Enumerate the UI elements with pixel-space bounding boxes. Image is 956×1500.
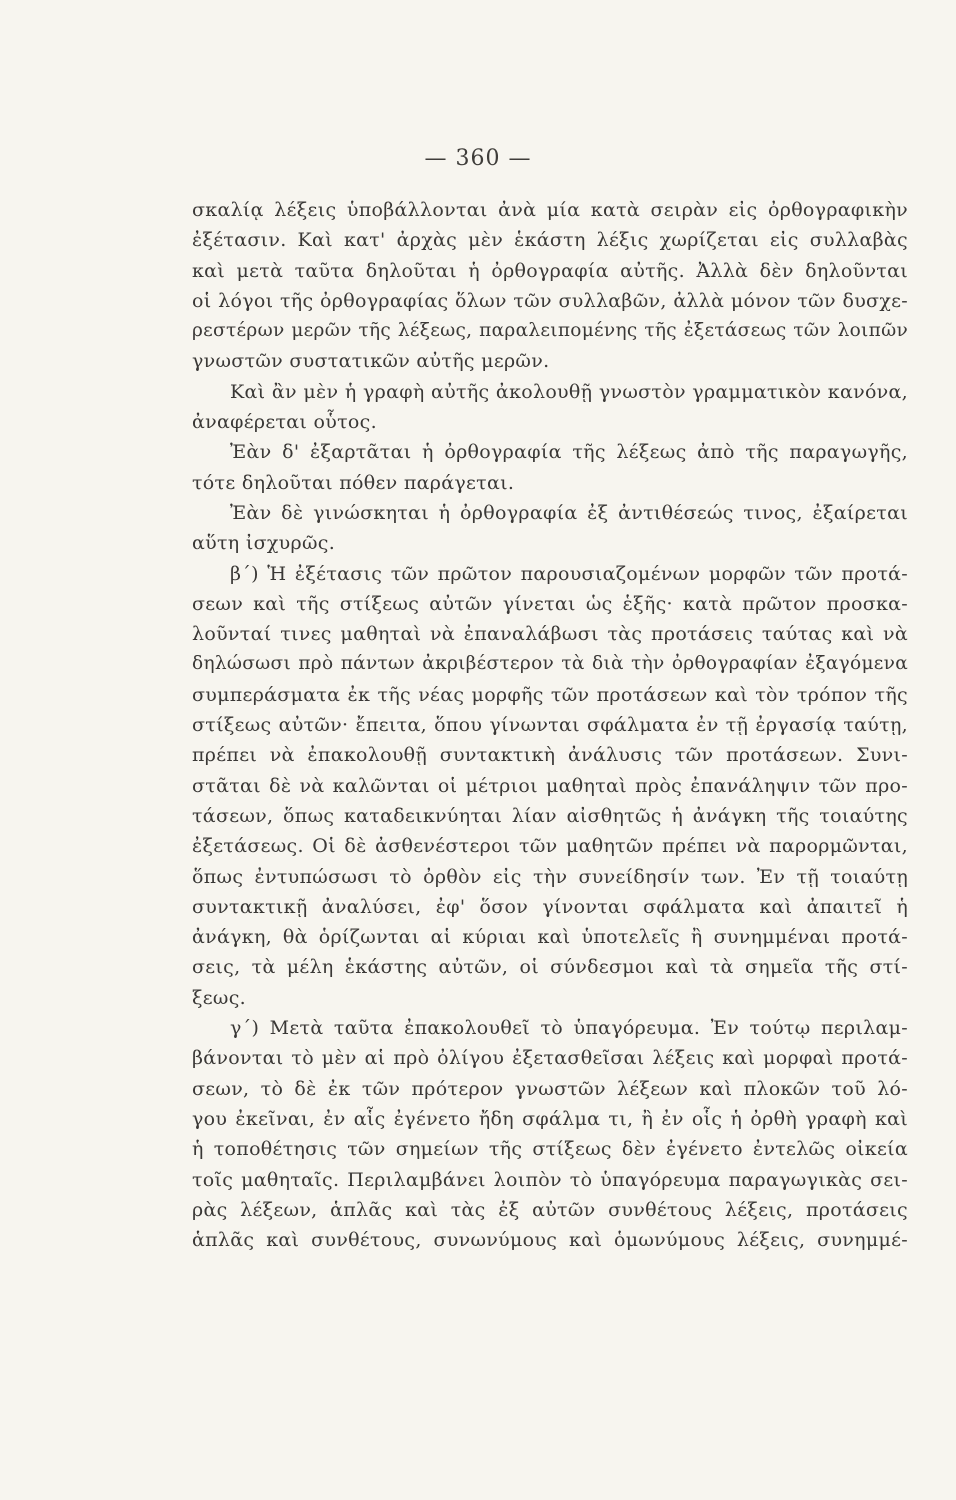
text-line: ἀνάγκη, θὰ ὁρίζωνται αἱ κύριαι καὶ ὑποτελεῖς ἢ συνημμέναι προτά- bbox=[192, 926, 908, 949]
text-line: ξεως. bbox=[192, 986, 246, 1009]
text-line: πρέπει νὰ ἐπακολουθῇ συντακτικὴ ἀνάλυσις τῶν προτάσεων. Συνι- bbox=[192, 744, 908, 767]
text-line: αὕτη ἰσχυρῶς. bbox=[192, 532, 336, 555]
text-line: καὶ μετὰ ταῦτα δηλοῦται ἡ ὀρθογραφία αὐτῆς. Ἀλλὰ δὲν δηλοῦνται bbox=[192, 259, 908, 282]
body-text bbox=[192, 195, 908, 1255]
text-line: τοῖς μαθηταῖς. Περιλαμβάνει λοιπὸν τὸ ὑπαγόρευμα παραγωγικὰς σει- bbox=[192, 1168, 908, 1191]
text-line: ἀναφέρεται οὗτος. bbox=[192, 411, 377, 434]
text-line: συντακτικῇ ἀναλύσει, ἐφ' ὅσον γίνονται σφάλματα καὶ ἀπαιτεῖ ἡ bbox=[192, 895, 908, 918]
text-line: δηλώσωσι πρὸ πάντων ἀκριβέστερον τὰ διὰ τὴν ὀρθογραφίαν ἐξαγόμενα bbox=[192, 653, 908, 675]
text-line: τάσεων, ὅπως καταδεικνύηται λίαν αἰσθητῶς ἡ ἀνάγκη τῆς τοιαύτης bbox=[192, 804, 908, 827]
text-line: γ΄) Μετὰ ταῦτα ἐπακολουθεῖ τὸ ὑπαγόρευμα. Ἐν τούτῳ περιλαμ- bbox=[230, 1017, 908, 1040]
text-line: Καὶ ἂν μὲν ἡ γραφὴ αὐτῆς ἀκολουθῇ γνωστὸν γραμματικὸν κανόνα, bbox=[230, 380, 908, 403]
text-line: οἱ λόγοι τῆς ὀρθογραφίας ὅλων τῶν συλλαβῶν, ἀλλὰ μόνον τῶν δυσχε- bbox=[192, 289, 908, 312]
text-line: ἁπλᾶς καὶ συνθέτους, συνωνύμους καὶ ὁμωνύμους λέξεις, συνημμέ- bbox=[192, 1229, 908, 1252]
text-line: ρὰς λέξεων, ἁπλᾶς καὶ τὰς ἐξ αὐτῶν συνθέτους λέξεις, προτάσεις bbox=[192, 1198, 908, 1221]
text-line: λοῦνταί τινες μαθηταὶ νὰ ἐπαναλάβωσι τὰς προτάσεις ταύτας καὶ νὰ bbox=[192, 623, 908, 646]
text-line: γου ἐκεῖναι, ἐν αἷς ἐγένετο ἤδη σφάλμα τι, ἢ ἐν οἷς ἡ ὀρθὴ γραφὴ καὶ bbox=[192, 1107, 908, 1130]
text-line: στᾶται δὲ νὰ καλῶνται οἱ μέτριοι μαθηταὶ πρὸς ἐπανάληψιν τῶν προ- bbox=[192, 774, 908, 797]
text-line: ρεστέρων μερῶν τῆς λέξεως, παραλειπομένης τῆς ἐξετάσεως τῶν λοιπῶν bbox=[192, 320, 908, 342]
text-line: συμπεράσματα ἐκ τῆς νέας μορφῆς τῶν προτάσεων καὶ τὸν τρόπον τῆς bbox=[192, 683, 908, 706]
text-line: β΄) Ἡ ἐξέτασις τῶν πρῶτον παρουσιαζομένων μορφῶν τῶν προτά- bbox=[230, 562, 908, 585]
text-line: σεων, τὸ δὲ ἐκ τῶν πρότερον γνωστῶν λέξεων καὶ πλοκῶν τοῦ λό- bbox=[192, 1077, 908, 1100]
text-line: στίξεως αὐτῶν· ἔπειτα, ὅπου γίνωνται σφάλματα ἐν τῇ ἐργασίᾳ ταύτῃ, bbox=[192, 714, 908, 737]
text-line: σεων καὶ τῆς στίξεως αὐτῶν γίνεται ὡς ἑξῆς· κατὰ πρῶτον προσκα- bbox=[192, 592, 908, 615]
text-line: Ἐὰν δ' ἐξαρτᾶται ἡ ὀρθογραφία τῆς λέξεως ἀπὸ τῆς παραγωγῆς, bbox=[230, 441, 908, 464]
text-line: ὅπως ἐντυπώσωσι τὸ ὀρθὸν εἰς τὴν συνείδησίν των. Ἐν τῇ τοιαύτῃ bbox=[192, 865, 908, 888]
text-line: ἐξέτασιν. Καὶ κατ' ἀρχὰς μὲν ἑκάστη λέξις χωρίζεται εἰς συλλαβὰς bbox=[192, 229, 908, 252]
text-line: σεις, τὰ μέλη ἑκάστης αὐτῶν, οἱ σύνδεσμοι καὶ τὰ σημεῖα τῆς στί- bbox=[192, 956, 908, 979]
page-number: — 360 — bbox=[424, 146, 532, 171]
text-line: βάνονται τὸ μὲν αἱ πρὸ ὀλίγου ἐξετασθεῖσαι λέξεις καὶ μορφαὶ προτά- bbox=[192, 1047, 908, 1070]
text-line: Ἐὰν δὲ γινώσκηται ἡ ὀρθογραφία ἐξ ἀντιθέσεώς τινος, ἐξαίρεται bbox=[230, 501, 908, 524]
text-line: σκαλίᾳ λέξεις ὑποβάλλονται ἀνὰ μία κατὰ σειρὰν εἰς ὀρθογραφικὴν bbox=[192, 199, 908, 221]
text-line: ἐξετάσεως. Οἱ δὲ ἀσθενέστεροι τῶν μαθητῶν πρέπει νὰ παρορμῶνται, bbox=[192, 835, 908, 858]
text-line: ἡ τοποθέτησις τῶν σημείων τῆς στίξεως δὲν ἐγένετο ἐντελῶς οἰκεία bbox=[192, 1138, 908, 1161]
text-line: τότε δηλοῦται πόθεν παράγεται. bbox=[192, 471, 515, 494]
text-line: γνωστῶν συστατικῶν αὐτῆς μερῶν. bbox=[192, 350, 550, 373]
